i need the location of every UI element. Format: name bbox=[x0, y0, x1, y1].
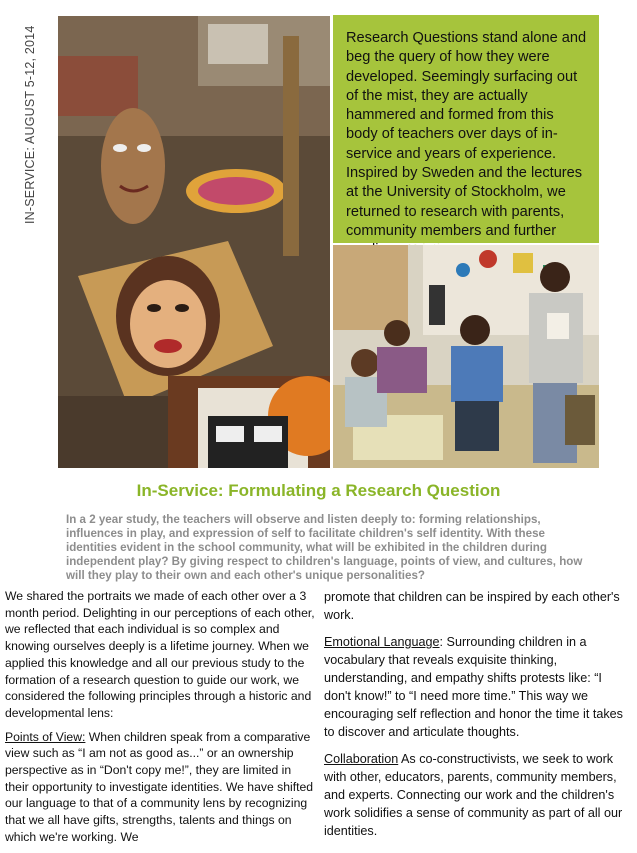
teachers-group-photo bbox=[333, 245, 599, 468]
research-abstract: In a 2 year study, the teachers will observe and listen deeply to: forming relationships, influences in play, and expression of self to facilitate children's self identity. With these identities evident in the school community, what will be exhibited in the children during independent play? By giving respect to children's language, points of view, and cultures, how will they play to their own and each other's unique personalities? bbox=[66, 513, 583, 582]
emotional-language-heading: Emotional Language bbox=[324, 635, 440, 649]
side-label-text: IN-SERVICE: AUGUST 5-12, 2014 bbox=[23, 25, 37, 224]
points-of-view-text: When children speak from a comparative view such as “I am not as good as...” or an ownership perspective as in “Don't copy me!”, they are limited in their opportunity to investigate identities. We have shifted our language to that of a community lens by recognizing that we all have gifts, strengths, talents and things on which we're working. We bbox=[5, 729, 314, 844]
collaboration-heading: Collaboration bbox=[324, 752, 399, 766]
teachers-group-illustration bbox=[333, 245, 599, 468]
quote-box bbox=[333, 15, 599, 243]
quote-text: Research Questions stand alone and beg the query of how they were developed. Seemingly surfacing out of the mist, they are actually hammered and formed from this body of teachers over days of in-service and years of experience. Inspired by Sweden and the lectures at the University of Stockholm, we returned to research with parents, community members and further bbox=[346, 30, 587, 239]
quote-paragraph bbox=[346, 29, 587, 261]
right-column bbox=[324, 588, 630, 849]
date-side-label bbox=[19, 18, 45, 228]
emotional-language-paragraph bbox=[324, 633, 630, 741]
collaboration-paragraph bbox=[324, 750, 630, 840]
points-of-view-heading: Points of View: bbox=[5, 729, 86, 744]
points-of-view-paragraph bbox=[5, 729, 316, 846]
continuation-paragraph: promote that children can be inspired by each other's work. bbox=[324, 590, 620, 622]
left-column bbox=[5, 588, 316, 853]
emotional-language-text: : Surrounding children in a vocabulary that reveals exquisite thinking, understanding, and empathy shifts protests like: “I don't know!” to “I need more time.” This way we encouraging self reflection and honor the time it takes to discover and articulate thoughts. bbox=[324, 635, 623, 739]
artwork-table-illustration bbox=[58, 16, 330, 468]
collaboration-text: As co-constructivists, we seek to work with other, educators, parents, community members, and experts. Connecting our work and the children's work solidifies a sense of community as part of all our identities. bbox=[324, 752, 623, 838]
artwork-table-photo bbox=[58, 16, 330, 468]
intro-paragraph: We shared the portraits we made of each other over a 3 month period. Delighting in our perceptions of each other, we reflected that each individual is so complex and knowing ourselves deeply is a lifetime journey. When we applied this knowledge and all our previous study to the formation of a research question to guide our work, we considered the following principles through a historic and developmental lens: bbox=[5, 589, 315, 720]
page-title: In-Service: Formulating a Research Question bbox=[136, 481, 501, 500]
